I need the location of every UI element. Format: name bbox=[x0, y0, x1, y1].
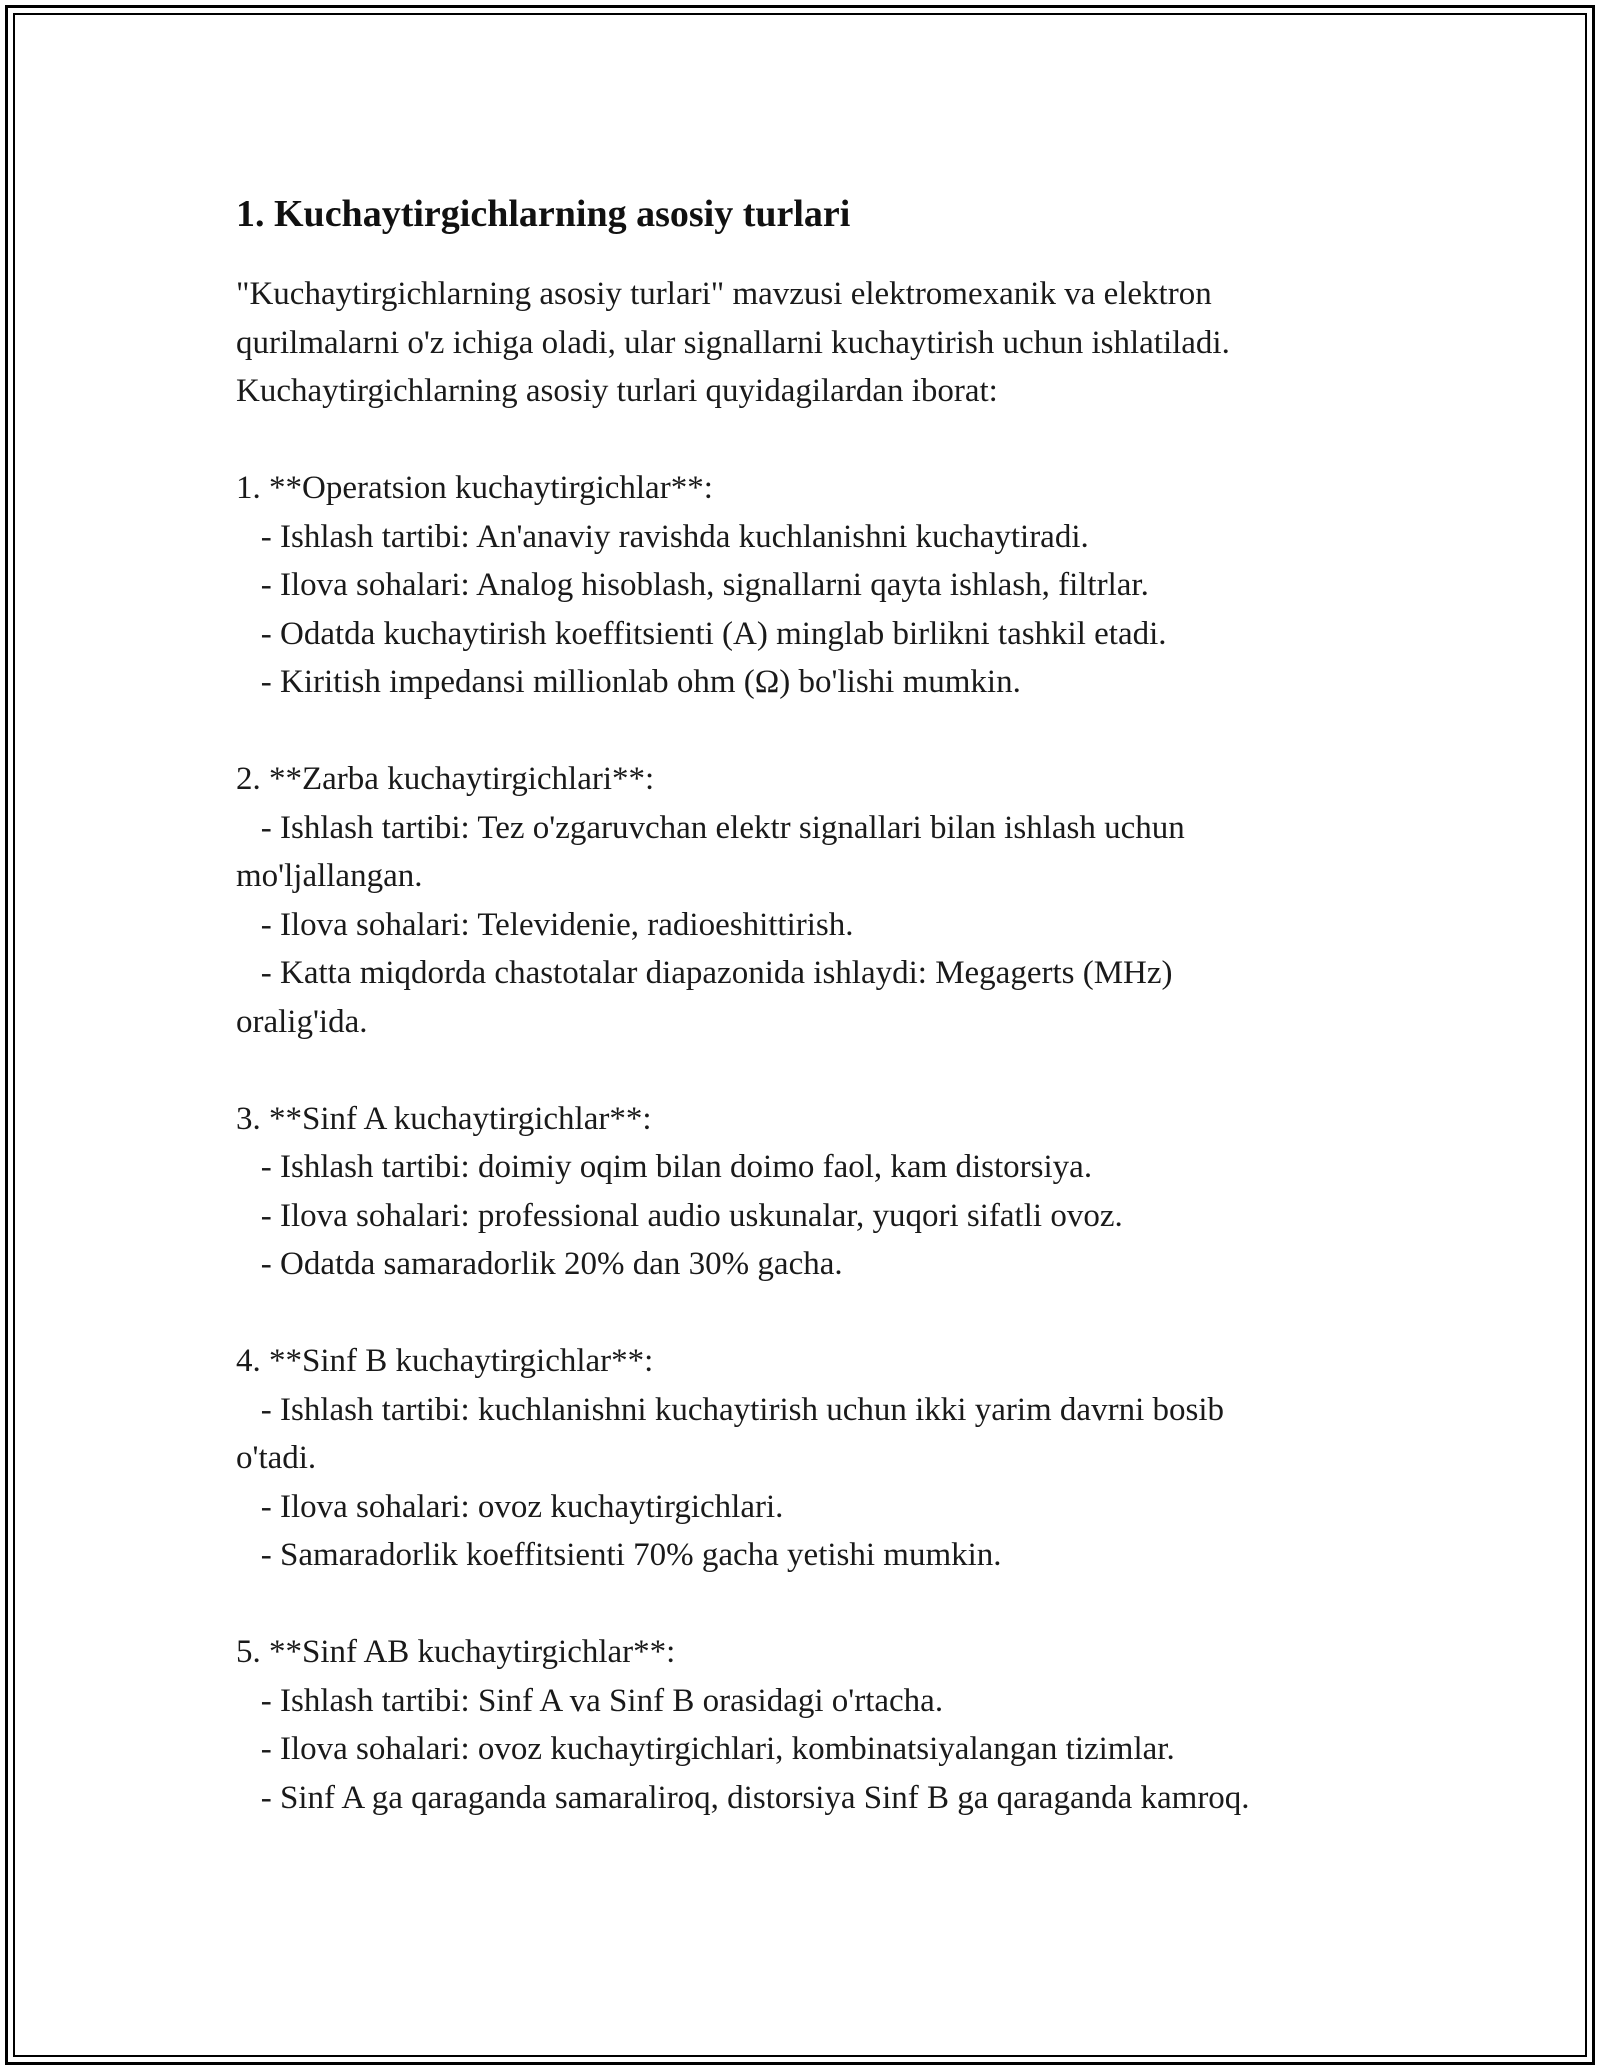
section-title: 4. **Sinf B kuchaytirgichlar**: bbox=[236, 1343, 654, 1379]
intro-line: qurilmalarni o'z ichiga oladi, ular signallarni kuchaytirish uchun ishlatiladi. bbox=[236, 324, 1230, 361]
section-title: 2. **Zarba kuchaytirgichlari**: bbox=[236, 761, 655, 797]
intro-paragraph bbox=[236, 270, 1416, 416]
section-title: 3. **Sinf A kuchaytirgichlar**: bbox=[236, 1100, 652, 1137]
section-class-b-amplifiers bbox=[236, 1337, 1416, 1580]
list-item: - Ilova sohalari: ovoz kuchaytirgichlari, kombinatsiyalangan tizimlar. bbox=[236, 1731, 1175, 1767]
list-item: - Ilova sohalari: Televidenie, radioeshittirish. bbox=[236, 906, 854, 943]
list-item: - Katta miqdorda chastotalar diapazonida ishlaydi: Megagerts (MHz) bbox=[236, 955, 1173, 991]
list-item: - Ilova sohalari: Analog hisoblash, signallarni qayta ishlash, filtrlar. bbox=[236, 567, 1149, 603]
document-body bbox=[236, 186, 1416, 1871]
section-class-a-amplifiers bbox=[236, 1095, 1416, 1289]
list-item: - Sinf A ga qaraganda samaraliroq, distorsiya Sinf B ga qaraganda kamroq. bbox=[236, 1779, 1250, 1816]
list-item: - Ilova sohalari: professional audio uskunalar, yuqori sifatli ovoz. bbox=[236, 1197, 1123, 1234]
intro-line: Kuchaytirgichlarning asosiy turlari quyidagilardan iborat: bbox=[236, 373, 998, 409]
document-heading: 1. Kuchaytirgichlarning asosiy turlari bbox=[236, 193, 851, 235]
list-item: - Odatda kuchaytirish koeffitsienti (A) minglab birlikni tashkil etadi. bbox=[236, 615, 1167, 652]
list-item: - Ishlash tartibi: Tez o'zgaruvchan elektr signallari bilan ishlash uchun bbox=[236, 809, 1185, 846]
list-item: - Odatda samaradorlik 20% dan 30% gacha. bbox=[236, 1246, 843, 1282]
list-item-continuation: oralig'ida. bbox=[236, 1003, 368, 1040]
list-item: - Kiritish impedansi millionlab ohm (Ω) bo'lishi mumkin. bbox=[236, 664, 1021, 700]
list-item: - Ishlash tartibi: An'anaviy ravishda kuchlanishni kuchaytiradi. bbox=[236, 518, 1089, 555]
section-pulse-amplifiers bbox=[236, 755, 1416, 1046]
list-item: - Ilova sohalari: ovoz kuchaytirgichlari. bbox=[236, 1488, 784, 1525]
section-class-ab-amplifiers bbox=[236, 1628, 1416, 1822]
section-title: 5. **Sinf AB kuchaytirgichlar**: bbox=[236, 1634, 676, 1670]
intro-line: "Kuchaytirgichlarning asosiy turlari" mavzusi elektromexanik va elektron bbox=[236, 276, 1212, 312]
list-item: - Ishlash tartibi: Sinf A va Sinf B orasidagi o'rtacha. bbox=[236, 1682, 944, 1719]
list-item-continuation: mo'ljallangan. bbox=[236, 858, 423, 894]
section-operational-amplifiers bbox=[236, 464, 1416, 707]
list-item: - Samaradorlik koeffitsienti 70% gacha yetishi mumkin. bbox=[236, 1537, 1002, 1573]
section-title: 1. **Operatsion kuchaytirgichlar**: bbox=[236, 470, 713, 506]
list-item: - Ishlash tartibi: kuchlanishni kuchaytirish uchun ikki yarim davrni bosib bbox=[236, 1391, 1225, 1428]
list-item-continuation: o'tadi. bbox=[236, 1440, 317, 1476]
list-item: - Ishlash tartibi: doimiy oqim bilan doimo faol, kam distorsiya. bbox=[236, 1149, 1093, 1185]
